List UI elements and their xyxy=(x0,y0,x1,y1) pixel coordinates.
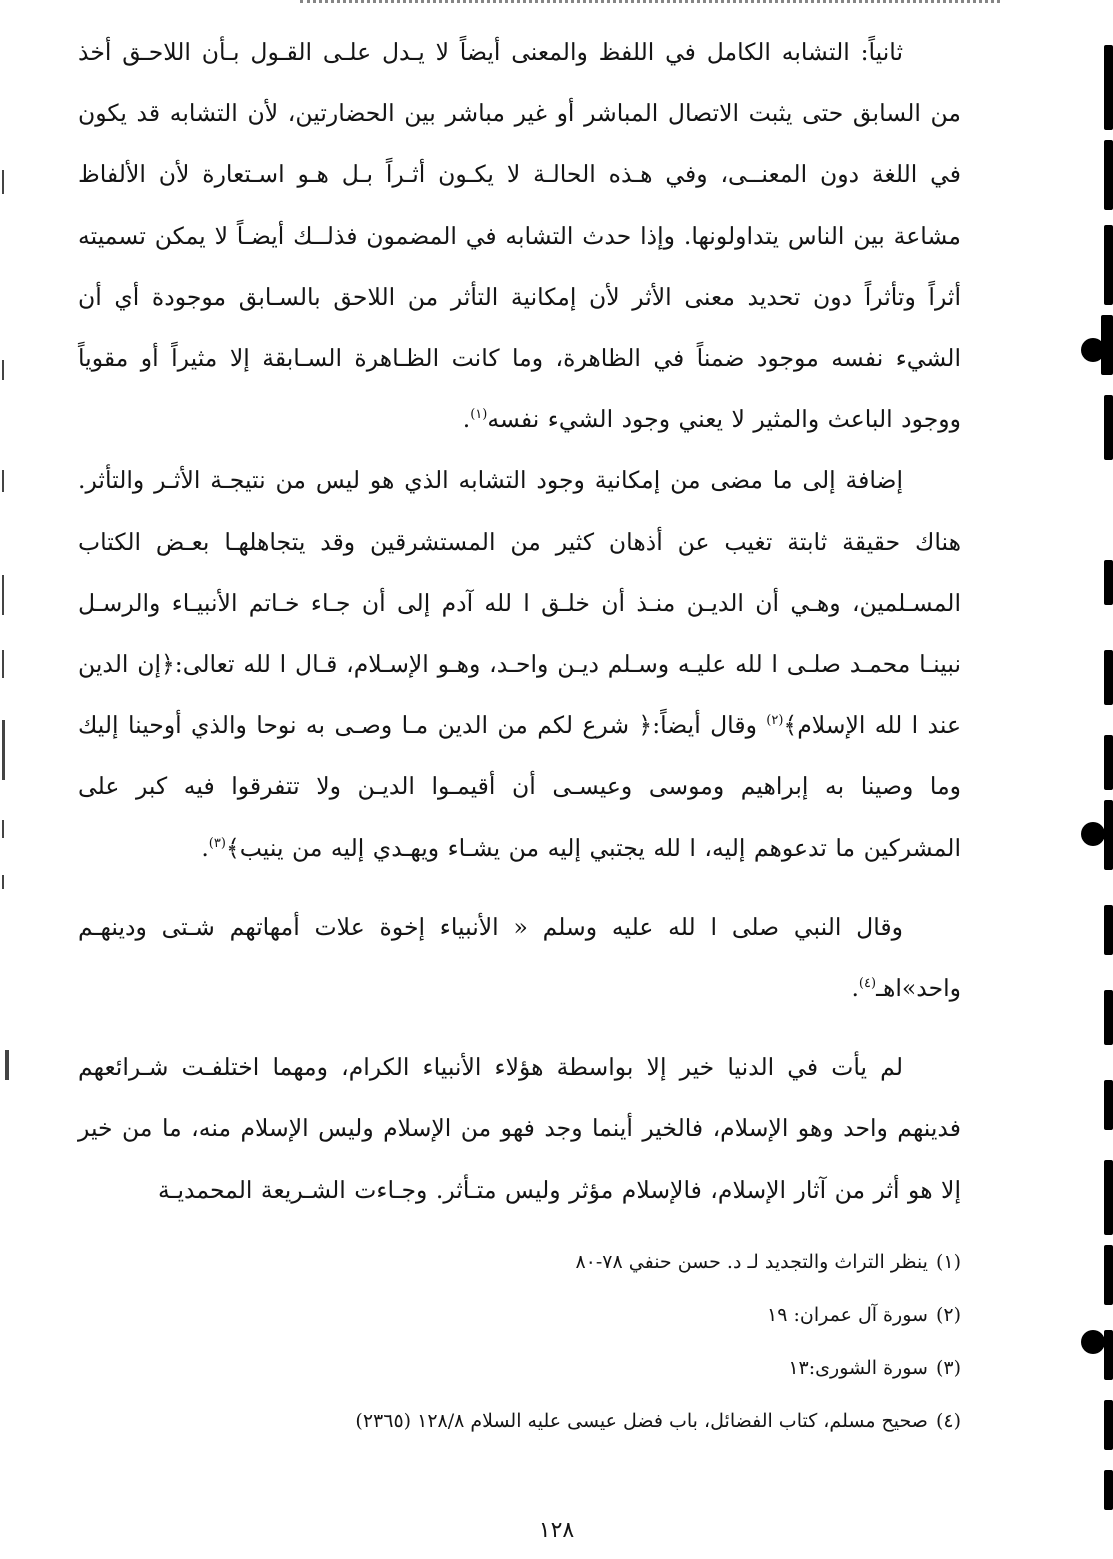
footnote-reference: (١) xyxy=(470,407,488,423)
footnote-number: (٣) xyxy=(935,1357,961,1379)
sentence-end: . xyxy=(462,405,471,434)
main-text-block xyxy=(78,22,961,1221)
footnote-number: (٤) xyxy=(935,1410,961,1432)
text-line: أخذ من السابق حتى يثبت الاتصال المباشر أو غير مباشر بين الحضارتين، لأن التشابه xyxy=(78,38,961,128)
text-line: الألفاظ مشاعة بين الناس يتداولونها. وإذا حدث التشابه في المضمون فذلــك أيضـاً لا xyxy=(78,160,961,250)
text-line: إليه من ينيب﴾ xyxy=(225,833,365,862)
footnote-number: (١) xyxy=(935,1251,961,1273)
paragraph-1 xyxy=(78,22,961,450)
text-line: إلا مثيراً أو مقوياً ووجود الباعث والمثير لا يعني وجود الشيء نفسه xyxy=(78,344,961,434)
footnote-number: (٢) xyxy=(935,1304,961,1326)
sentence-end: . xyxy=(201,833,209,862)
quran-verse: تعالى:﴿إن الدين عند ا لله الإسلام﴾ xyxy=(78,650,961,740)
footnote-1 xyxy=(150,1248,961,1276)
paragraph-4 xyxy=(78,1037,961,1221)
footnote-reference: (٤) xyxy=(858,976,877,992)
text-line: فدينهم واحد وهو الإسلام، فالخير أينما وجد فهو من الإسلام وليس الإسلام منه، ما من xyxy=(122,1114,961,1143)
text-line: يمكن تسميته أثراً وتأثراً دون تحديد معنى الأثر لأن إمكانية التأثر من اللاحق بالسـابق xyxy=(78,221,961,311)
text-line: ولا تتفرقوا فيه كبر على المشركين ما تدعوهم إليه، ا لله يجتبي إليه من يشـاء ويهـدي xyxy=(78,772,961,862)
sentence-end: . xyxy=(851,974,859,1003)
footnote-3 xyxy=(150,1354,961,1382)
text-line: خير إلا هو أثر من آثار الإسلام، فالإسلام مؤثر وليس متـأثر. وجـاءت الشـريعة المحمديـة xyxy=(78,1114,961,1204)
text-line: موجودة أي أن الشيء نفسه موجود ضمناً في الظاهرة، وما كانت الظـاهرة السـابقة xyxy=(78,282,961,373)
footnote-reference: (٣) xyxy=(208,835,226,851)
footnotes xyxy=(150,1248,961,1460)
footnote-text: ينظر التراث والتجديد لـ د. حسن حنفي ٧٨-٨٠ xyxy=(575,1251,928,1273)
footnote-2 xyxy=(150,1301,961,1329)
text-line: لم يأت في الدنيا خير إلا بواسطة هؤلاء الأنبياء الكرام، ومهما اختلفـت شـرائعهم xyxy=(78,1053,903,1082)
text-line: الكتاب المسـلمين، وهـي أن الديـن منـذ أن خلـق ا لله آدم إلى أن جـاء خـاتم الأنبيـاء xyxy=(78,527,961,617)
quran-verse: وقال أيضاً:﴿ شرع لكم من الدين مـا وصـى xyxy=(334,711,767,740)
text-line: قد يكون في اللغة دون المعنــى، وفي هـذه الحالـة لا يكـون أثـراً بـل هـو اسـتعارة لأن xyxy=(78,99,961,189)
text-line: والتأثر. هناك حقيقة ثابتة تغيب عن أذهان كثير من المستشرقين وقد يتجاهلهـا بعـض xyxy=(78,466,961,556)
text-line: والرسـل نبينـا محمـد صلـى ا لله عليـه وسـلم ديـن واحـد، وهـو الإسـلام، قـال ا لله xyxy=(78,588,961,679)
text-line: ثانياً: التشابه الكامل في اللفظ والمعنى أيضاً لا يـدل علـى القـول بـأن اللاحـق xyxy=(122,38,903,66)
scan-artifact-top xyxy=(300,0,1000,13)
text-line: واحد»اهـ xyxy=(876,974,961,1003)
footnote-text: سورة الشورى:١٣ xyxy=(788,1357,928,1379)
text-line: به نوحا والذي أوحينا إليك وما وصينا به إبراهيم وموسى وعيسـى أن أقيمـوا الديـن xyxy=(78,711,962,801)
scan-artifact-left-edge xyxy=(0,0,12,1559)
paragraph-2 xyxy=(78,450,961,878)
text-line: إضافة إلى ما مضى من إمكانية وجود التشابه الذي هو ليس من نتيجـة الأثـر xyxy=(154,466,903,495)
footnote-text: سورة آل عمران: ١٩ xyxy=(767,1304,928,1326)
footnote-4 xyxy=(150,1407,961,1435)
footnote-text: صحيح مسلم، كتاب الفضائل، باب فضل عيسى عليه السلام ١٢٨/٨ (٢٣٦٥) xyxy=(355,1410,928,1432)
page-number: ١٢٨ xyxy=(538,1518,575,1543)
hadith-quote: وقال النبي صلى ا لله عليه وسلم « الأنبياء إخوة علات أمهاتهم شـتى ودينهـم xyxy=(78,912,903,941)
footnote-reference: (٢) xyxy=(766,713,784,729)
paragraph-3 xyxy=(78,897,961,1019)
scan-artifact-right-edge xyxy=(1093,0,1113,1559)
